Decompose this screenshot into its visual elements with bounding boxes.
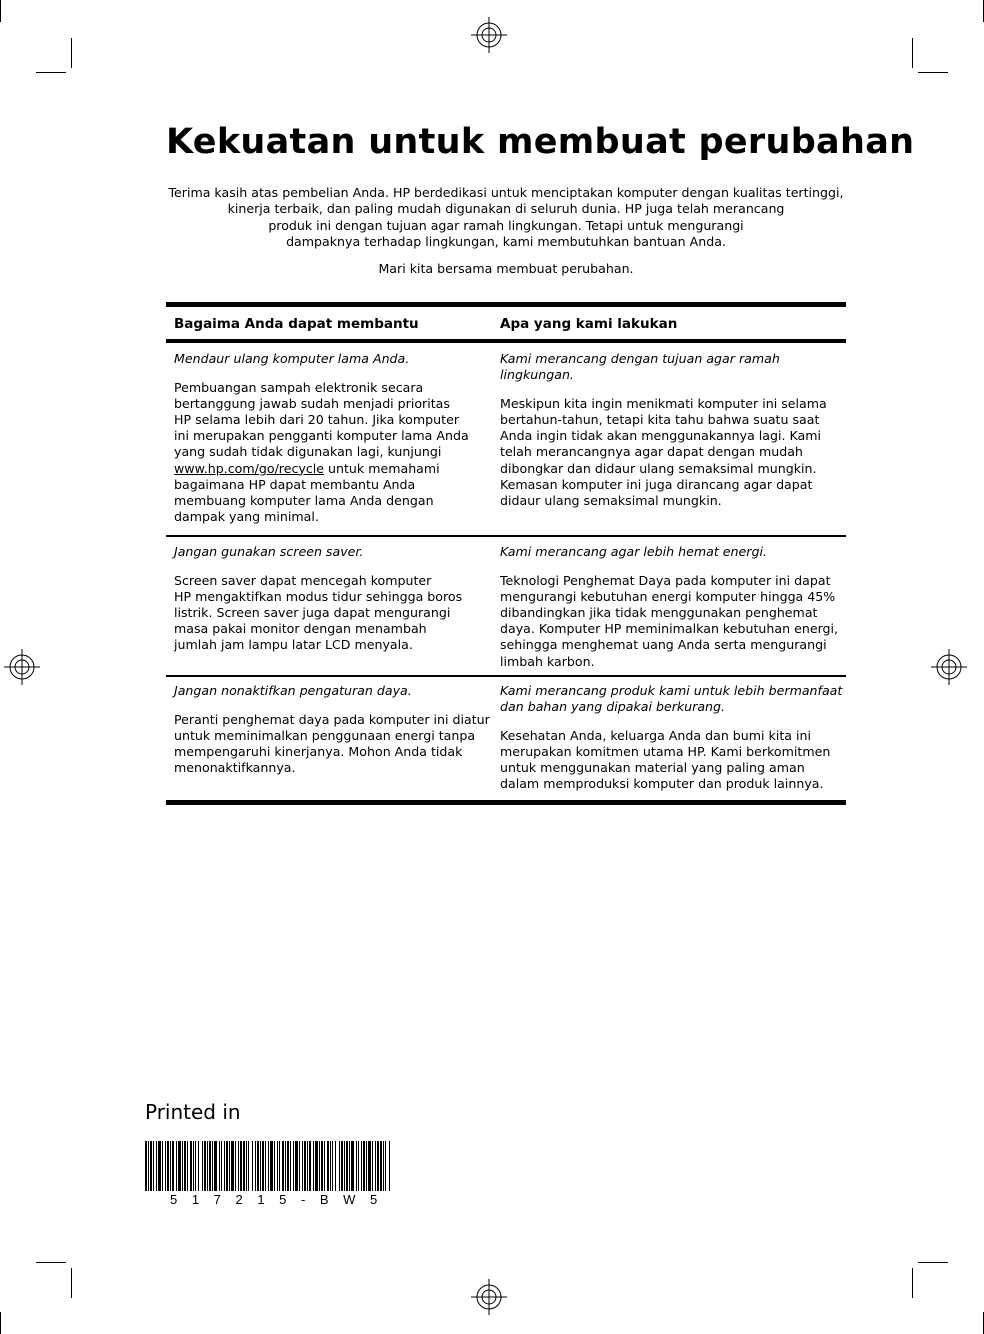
body-line: Kemasan komputer ini juga dirancang agar dapat — [500, 476, 813, 492]
barcode-bar — [178, 1141, 181, 1191]
barcode-bar — [257, 1141, 259, 1191]
crop-mark — [912, 38, 913, 68]
body-line: Meskipun kita ingin menikmati komputer ini selama — [500, 396, 827, 412]
intro-line: kinerja terbaik, dan paling mudah digunakan di seluruh dunia. HP juga telah merancang — [227, 201, 785, 217]
column-header-what-we-do: Apa yang kami lakukan — [500, 316, 678, 332]
body-line: jumlah jam lampu latar LCD menyala. — [174, 637, 413, 653]
barcode-bar — [198, 1141, 199, 1191]
cell-heading — [174, 351, 514, 367]
barcode-bar — [207, 1141, 208, 1191]
barcode-bar — [238, 1141, 239, 1191]
barcode-bar — [377, 1141, 379, 1191]
barcode-bar — [260, 1141, 261, 1191]
intro-paragraph — [166, 185, 846, 277]
body-line: mempengaruhi kinerjanya. Mohon Anda tidak — [174, 744, 463, 760]
barcode-bar — [351, 1141, 354, 1191]
barcode-bar — [145, 1141, 147, 1191]
body-line: ini merupakan pengganti komputer lama Anda — [174, 428, 469, 444]
body-line: listrik. Screen saver juga dapat mengurangi — [174, 605, 451, 621]
barcode-bar — [221, 1141, 222, 1191]
barcode-bar — [315, 1141, 318, 1191]
intro-closing: Mari kita bersama membuat perubahan. — [378, 260, 634, 276]
barcode-bar — [324, 1141, 325, 1191]
crop-mark — [71, 38, 72, 68]
barcode-bar — [282, 1141, 284, 1191]
barcode-bar — [389, 1141, 390, 1191]
body-line: membuang komputer lama Anda dengan — [174, 492, 434, 508]
barcode-bar — [231, 1141, 234, 1191]
intro-line: Terima kasih atas pembelian Anda. HP berdedikasi untuk menciptakan komputer dengan kualitas tertinggi, — [168, 185, 844, 200]
barcode-bar — [150, 1141, 152, 1191]
cell-body — [500, 573, 840, 670]
barcode-bar — [287, 1141, 289, 1191]
body-line: daya. Komputer HP meminimalkan kebutuhan energi, — [500, 621, 839, 637]
barcode-bar — [162, 1141, 163, 1191]
intro-line: produk ini dengan tujuan agar ramah lingkungan. Tetapi untuk mengurangi — [268, 217, 744, 233]
barcode-bar — [219, 1141, 220, 1191]
barcode-bar — [335, 1141, 336, 1191]
barcode-bar — [363, 1141, 365, 1191]
barcode-bar — [204, 1141, 206, 1191]
body-line: untuk meminimalkan penggunaan energi tanpa — [174, 728, 476, 744]
heading-line: Kami merancang produk kami untuk lebih bermanfaat — [500, 683, 843, 698]
body-line: menonaktifkannya. — [174, 760, 296, 776]
barcode-bar — [156, 1141, 157, 1191]
barcode-bar — [344, 1141, 345, 1191]
barcode-bar — [319, 1141, 320, 1191]
barcode-bar — [170, 1141, 171, 1191]
body-line: Screen saver dapat mencegah komputer — [174, 573, 432, 589]
body-line: masa pakai monitor dengan menambah — [174, 621, 427, 637]
body-line: Anda ingin tidak akan menggunakannya lagi. Kami — [500, 428, 822, 444]
registration-mark-icon — [929, 647, 969, 687]
crop-mark — [0, 0, 1, 22]
body-line: Kesehatan Anda, keluarga Anda dan bumi kita ini — [500, 728, 811, 744]
barcode-bar — [307, 1141, 308, 1191]
recycle-link[interactable]: www.hp.com/go/recycle — [174, 460, 325, 476]
barcode-bar — [290, 1141, 291, 1191]
barcode-bar — [195, 1141, 196, 1191]
table-top-rule — [166, 302, 846, 307]
barcode-bar — [235, 1141, 236, 1191]
barcode-bar — [341, 1141, 343, 1191]
barcode-bar — [274, 1141, 275, 1191]
column-header-how-you-help: Bagaima Anda dapat membantu — [174, 316, 419, 332]
barcode-bar — [193, 1141, 194, 1191]
barcode-bar — [243, 1141, 245, 1191]
barcode-bar — [356, 1141, 357, 1191]
barcode-bar — [214, 1141, 217, 1191]
page-title: Kekuatan untuk membuat perubahan — [166, 122, 915, 162]
cell-heading — [500, 351, 840, 383]
barcode-bar — [339, 1141, 340, 1191]
body-line: mengurangi kebutuhan energi komputer hingga 45% — [500, 589, 836, 605]
table-cell-left — [174, 544, 514, 654]
crop-mark — [912, 1268, 913, 1298]
body-line: dalam memproduksi komputer dan produk lainnya. — [500, 776, 824, 792]
row-divider — [166, 675, 846, 677]
body-line: bertanggung jawab sudah menjadi prioritas — [174, 396, 450, 412]
cell-heading — [174, 683, 514, 699]
barcode-bar — [309, 1141, 311, 1191]
barcode-bar — [380, 1141, 382, 1191]
barcode-bar — [252, 1141, 253, 1191]
barcode-bar — [255, 1141, 256, 1191]
cell-body — [174, 380, 514, 525]
barcode-bar — [182, 1141, 183, 1191]
barcode-bar — [240, 1141, 242, 1191]
barcode-bar — [279, 1141, 280, 1191]
barcode-number: 517215-BW5 — [170, 1192, 392, 1207]
barcode — [145, 1141, 391, 1191]
barcode-bar — [229, 1141, 230, 1191]
heading-line: Kami merancang dengan tujuan agar ramah — [500, 351, 780, 366]
row-divider — [166, 535, 846, 537]
barcode-bar — [226, 1141, 228, 1191]
barcode-bar — [372, 1141, 373, 1191]
barcode-bar — [368, 1141, 371, 1191]
barcode-bar — [375, 1141, 376, 1191]
barcode-bar — [330, 1141, 331, 1191]
body-line: www.hp.com/go/recycle untuk memahami — [174, 460, 440, 476]
barcode-bar — [153, 1141, 154, 1191]
crop-mark — [918, 72, 948, 73]
body-line: merupakan komitmen utama HP. Kami berkomitmen — [500, 744, 831, 760]
heading-line: lingkungan. — [500, 367, 574, 383]
cell-body — [174, 712, 514, 776]
body-line: yang sudah tidak digunakan lagi, kunjungi — [174, 444, 442, 460]
barcode-bar — [224, 1141, 225, 1191]
barcode-bar — [349, 1141, 350, 1191]
cell-body — [500, 396, 840, 509]
heading-line: Jangan nonaktifkan pengaturan daya. — [174, 683, 412, 698]
barcode-bar — [184, 1141, 186, 1191]
barcode-bar — [385, 1141, 386, 1191]
barcode-bar — [262, 1141, 264, 1191]
barcode-bar — [346, 1141, 348, 1191]
header-rule — [166, 339, 846, 343]
barcode-bar — [209, 1141, 211, 1191]
table-cell-right — [500, 351, 840, 509]
body-line: didaur ulang semaksimal mungkin. — [500, 492, 722, 508]
barcode-bar — [383, 1141, 384, 1191]
crop-mark — [36, 72, 66, 73]
barcode-bar — [187, 1141, 188, 1191]
heading-line: Mendaur ulang komputer lama Anda. — [174, 351, 410, 366]
table-cell-left — [174, 351, 514, 525]
barcode-bar — [202, 1141, 203, 1191]
barcode-bar — [293, 1141, 294, 1191]
table-cell-right — [500, 544, 840, 670]
registration-mark-icon — [469, 15, 509, 55]
body-line: limbah karbon. — [500, 653, 595, 669]
body-line: Teknologi Penghemat Daya pada komputer ini dapat — [500, 573, 831, 589]
crop-mark — [0, 1312, 1, 1334]
crop-mark — [71, 1268, 72, 1298]
barcode-bar — [270, 1141, 273, 1191]
barcode-bar — [299, 1141, 300, 1191]
registration-mark-icon — [2, 647, 42, 687]
body-line: HP selama lebih dari 20 tahun. Jika komputer — [174, 412, 459, 428]
table-cell-right — [500, 683, 843, 793]
barcode-bar — [295, 1141, 298, 1191]
barcode-bar — [358, 1141, 359, 1191]
body-line: dibandingkan jika tidak menggunakan penghemat — [500, 605, 818, 621]
body-line: telah merancangnya agar dapat dengan mudah — [500, 444, 803, 460]
barcode-bar — [167, 1141, 169, 1191]
registration-mark-icon — [469, 1277, 509, 1317]
intro-line: dampaknya terhadap lingkungan, kami membutuhkan bantuan Anda. — [286, 234, 726, 250]
body-line: bagaimana HP dapat membantu Anda — [174, 476, 416, 492]
barcode-bar — [321, 1141, 323, 1191]
barcode-bar — [302, 1141, 303, 1191]
barcode-bar — [172, 1141, 174, 1191]
heading-line: dan bahan yang dipakai berkurang. — [500, 699, 726, 715]
barcode-bar — [248, 1141, 249, 1191]
barcode-bar — [313, 1141, 314, 1191]
barcode-bar — [268, 1141, 269, 1191]
barcode-bar — [148, 1141, 149, 1191]
barcode-bar — [361, 1141, 362, 1191]
barcode-bar — [246, 1141, 247, 1191]
barcode-bar — [332, 1141, 333, 1191]
cell-heading — [174, 544, 514, 560]
heading-line: Kami merancang agar lebih hemat energi. — [500, 544, 767, 559]
body-line: bertahun-tahun, tetapi kita tahu bahwa suatu saat — [500, 412, 820, 428]
crop-mark — [918, 1262, 948, 1263]
body-line: dibongkar dan didaur ulang semaksimal mungkin. — [500, 460, 817, 476]
crop-mark — [36, 1262, 66, 1263]
printed-in-label: Printed in — [145, 1100, 241, 1124]
barcode-bar — [190, 1141, 192, 1191]
cell-heading — [500, 544, 840, 560]
barcode-bar — [277, 1141, 278, 1191]
heading-line: Jangan gunakan screen saver. — [174, 544, 364, 559]
barcode-bar — [265, 1141, 266, 1191]
body-line: dampak yang minimal. — [174, 508, 319, 524]
barcode-bar — [176, 1141, 177, 1191]
body-line: Pembuangan sampah elektronik secara — [174, 380, 424, 396]
body-line: sehingga menghemat uang Anda serta mengurangi — [500, 637, 827, 653]
cell-body — [500, 728, 840, 792]
cell-body — [174, 573, 514, 653]
barcode-bar — [212, 1141, 213, 1191]
body-line: Peranti penghemat daya pada komputer ini diatur — [174, 712, 490, 728]
body-line: HP mengaktifkan modus tidur sehingga boros — [174, 589, 463, 605]
barcode-bar — [158, 1141, 161, 1191]
barcode-bar — [366, 1141, 367, 1191]
barcode-bar — [327, 1141, 329, 1191]
cell-heading — [500, 683, 843, 715]
barcode-bar — [304, 1141, 306, 1191]
barcode-bar — [165, 1141, 166, 1191]
barcode-bar — [285, 1141, 286, 1191]
table-cell-left — [174, 683, 514, 776]
body-line: untuk menggunakan material yang paling aman — [500, 760, 805, 776]
table-bottom-rule — [166, 800, 846, 805]
